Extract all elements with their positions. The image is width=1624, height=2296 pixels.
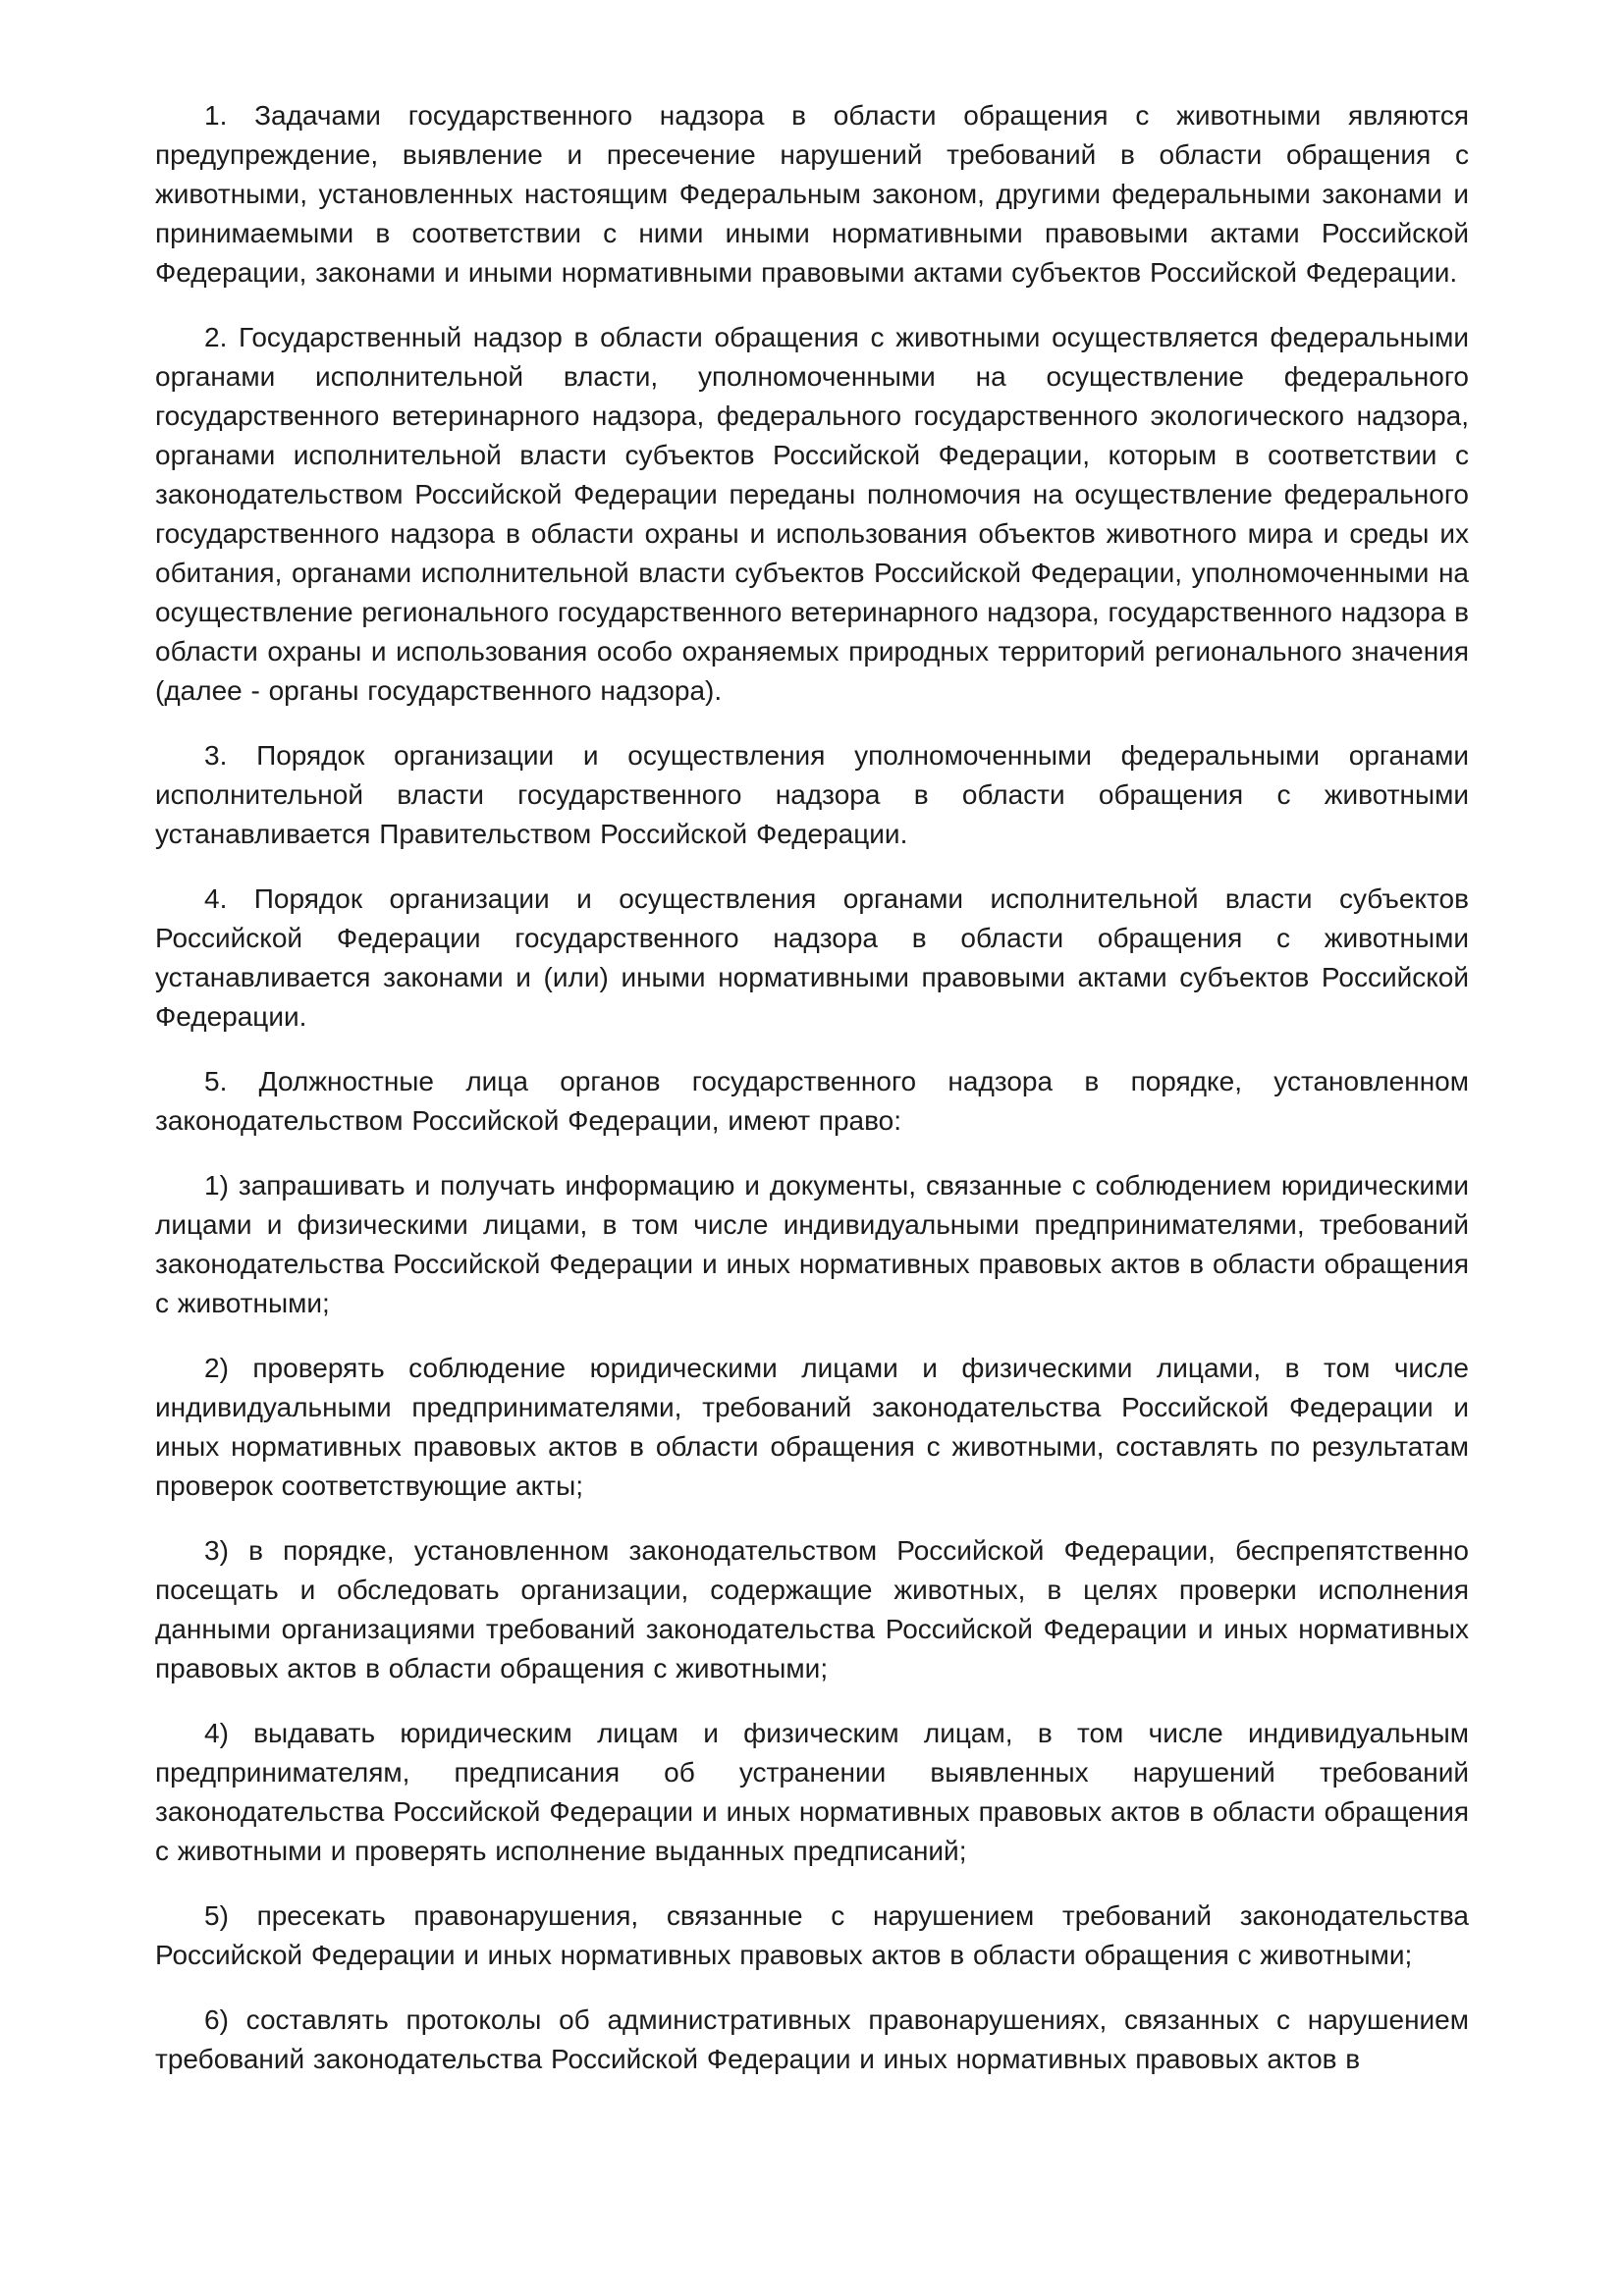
legal-subitem-3: 3) в порядке, установленном законодательством Российской Федерации, беспрепятственно посещать и обследовать организации, содержащие животных, в целях проверки исполнения данными организациями требований законодательства Российской Федерации и иных нормативных правовых актов в области обращения с животными;	[155, 1535, 1469, 1683]
legal-clause-4: 4. Порядок организации и осуществления органами исполнительной власти субъектов Российской Федерации государственного надзора в области обращения с животными устанавливается законами и (или) иными нормативными правовыми актами субъектов Российской Федерации.	[155, 883, 1469, 1032]
legal-subitem-2: 2) проверять соблюдение юридическими лицами и физическими лицами, в том числе индивидуальными предпринимателями, требований законодательства Российской Федерации и иных нормативных правовых актов в области обращения с животными, составлять по результатам проверок соответствующие акты;	[155, 1353, 1469, 1501]
legal-subitem-1: 1) запрашивать и получать информацию и документы, связанные с соблюдением юридическими лицами и физическими лицами, в том числе индивидуальными предпринимателями, требований законодательства Российской Федерации и иных нормативных правовых актов в области обращения с животными;	[155, 1170, 1469, 1318]
legal-clause-5: 5. Должностные лица органов государственного надзора в порядке, установленном законодательством Российской Федерации, имеют право:	[155, 1066, 1469, 1136]
legal-subitem-4: 4) выдавать юридическим лицам и физическим лицам, в том числе индивидуальным предпринимателям, предписания об устранении выявленных нарушений требований законодательства Российской Федерации и иных нормативных правовых актов в области обращения с животными и проверять исполнение выданных предписаний;	[155, 1718, 1469, 1866]
legal-clause-3: 3. Порядок организации и осуществления уполномоченными федеральными органами исполнительной власти государственного надзора в области обращения с животными устанавливается Правительством Российской Федерации.	[155, 740, 1469, 849]
legal-subitem-6: 6) составлять протоколы об административных правонарушениях, связанных с нарушением требований законодательства Российской Федерации и иных нормативных правовых актов в	[155, 2004, 1469, 2074]
legal-clause-2: 2. Государственный надзор в области обращения с животными осуществляется федеральными органами исполнительной власти, уполномоченными на осуществление федерального государственного ветеринарного надзора, федерального государственного экологического надзора, органами исполнительной власти субъектов Российской Федерации, которым в соответствии с законодательством Российской Федерации переданы полномочия на осуществление федерального государственного надзора в области охраны и использования объектов животного мира и среды их обитания, органами исполнительной власти субъектов Российской Федерации, уполномоченными на осуществление регионального государственного ветеринарного надзора, государственного надзора в области охраны и использования особо охраняемых природных территорий регионального значения (далее - органы государственного надзора).	[155, 322, 1469, 706]
legal-subitem-5: 5) пресекать правонарушения, связанные с нарушением требований законодательства Российской Федерации и иных нормативных правовых актов в области обращения с животными;	[155, 1900, 1469, 1970]
legal-clause-1: 1. Задачами государственного надзора в области обращения с животными являются предупреждение, выявление и пресечение нарушений требований в области обращения с животными, установленных настоящим Федеральным законом, другими федеральными законами и принимаемыми в соответствии с ними иными нормативными правовыми актами Российской Федерации, законами и иными нормативными правовыми актами субъектов Российской Федерации.	[155, 100, 1469, 288]
